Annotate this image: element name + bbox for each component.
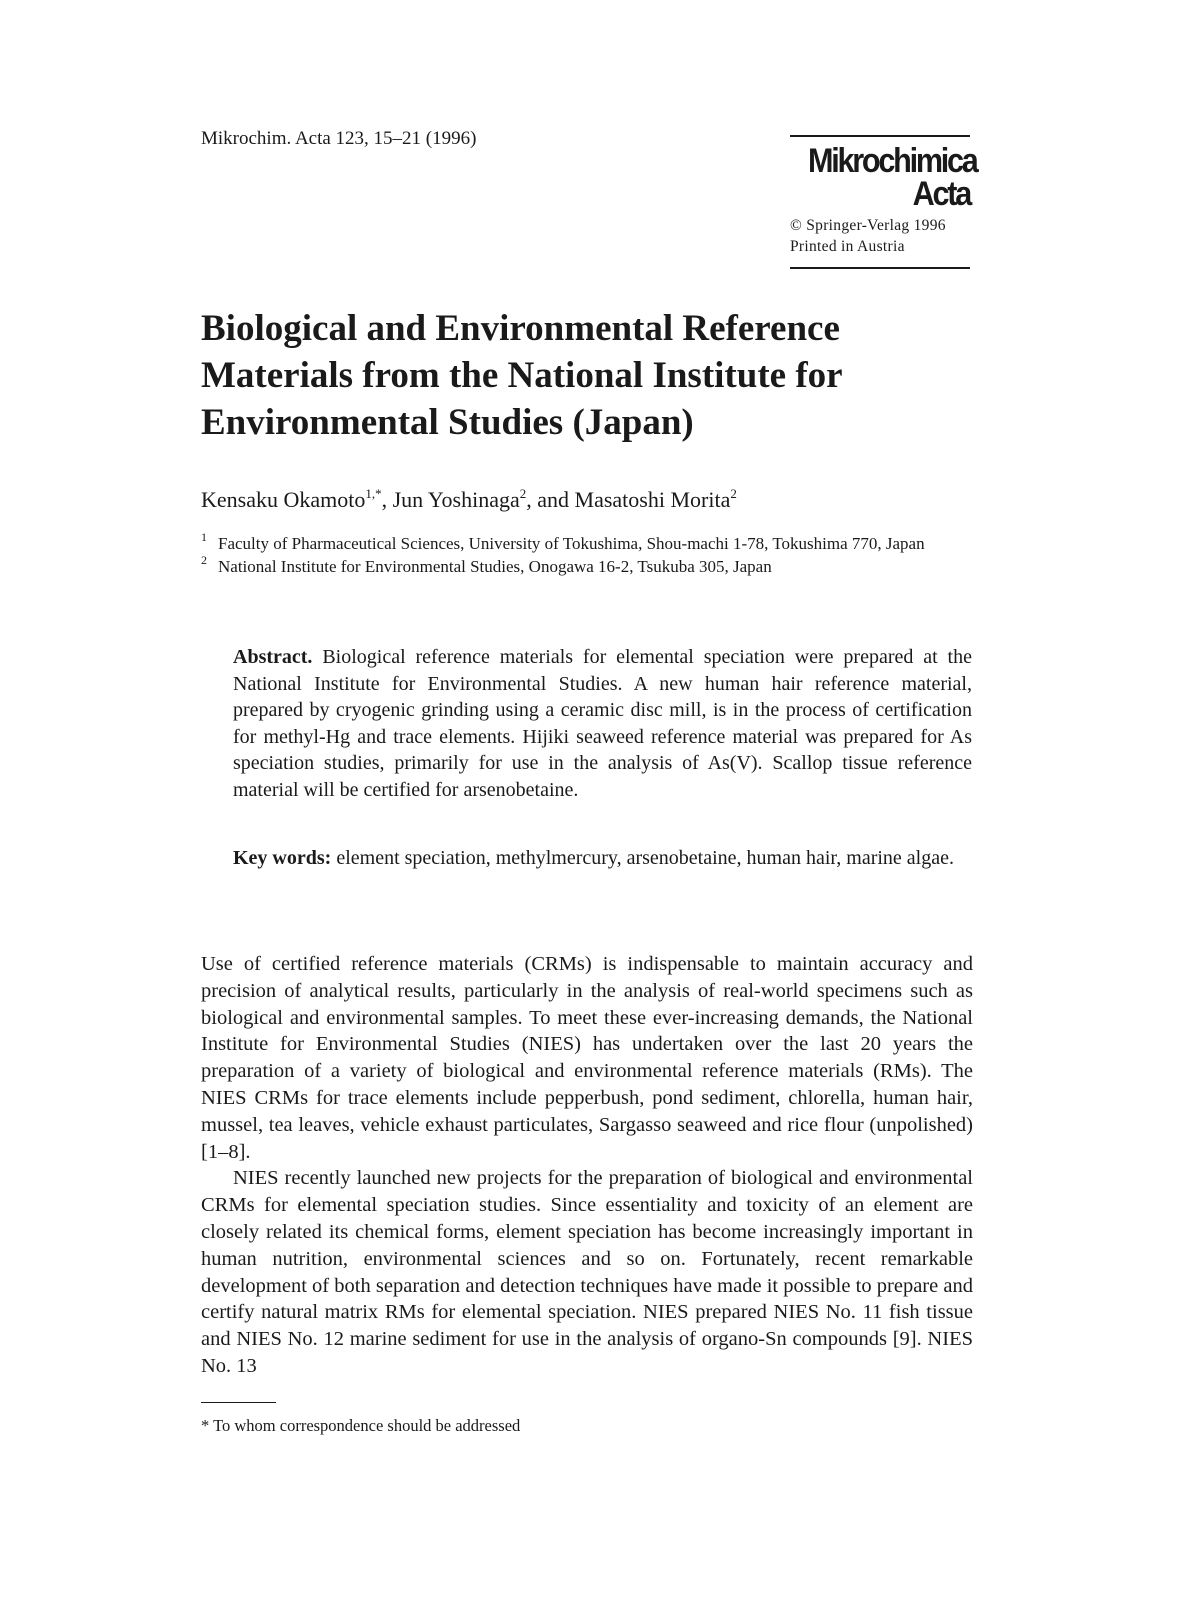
journal-logo-line2: Acta bbox=[912, 175, 970, 213]
journal-logo bbox=[808, 142, 977, 213]
author-affiliation-mark: 2 bbox=[519, 486, 527, 501]
abstract-label: Abstract. bbox=[233, 646, 313, 668]
correspondence-footnote: * To whom correspondence should be addressed bbox=[201, 1416, 521, 1435]
article-title: Biological and Environmental Reference Materials from the National Institute for Environmental Studies (Japan) bbox=[201, 308, 842, 443]
affiliation-list bbox=[201, 532, 981, 578]
abstract-text: Biological reference materials for elemental speciation were prepared at the National Institute for Environmental Studies. A new human hair reference material, prepared by cryogenic grinding using a ceramic disc mill, is in the process of certification for methyl-Hg and trace elements. Hijiki seaweed reference material was prepared for As speciation studies, primarily for use in the analysis of As(V). Scallop tissue reference material will be certified for arsenobetaine. bbox=[233, 646, 972, 801]
body-paragraph: NIES recently launched new projects for the preparation of biological and environmental CRMs for elemental speciation studies. Since essentiality and toxicity of an element are closely related its chemical forms, element speciation has become increasingly important in human nutrition, environmental sciences and so on. Fortunately, recent remarkable development of both separation and detection techniques have made it possible to prepare and certify natural matrix RMs for elemental speciation. NIES prepared NIES No. 11 fish tissue and NIES No. 12 marine sediment for use in the analysis of organo-Sn compounds [9]. NIES No. 13 bbox=[201, 1167, 973, 1377]
footnote-divider bbox=[201, 1402, 276, 1403]
body-paragraph: Use of certified reference materials (CRMs) is indispensable to maintain accuracy and precision of analytical results, particularly in the analysis of real-world specimens such as biological and environmental samples. To meet these ever-increasing demands, the National Institute for Environmental Studies (NIES) has undertaken over the last 20 years the preparation of a variety of biological and environmental reference materials (RMs). The NIES CRMs for trace elements include pepperbush, pond sediment, chlorella, human hair, mussel, tea leaves, vehicle exhaust particulates, Sargasso seaweed and rice flour (unpolished) [1–8]. bbox=[201, 953, 973, 1163]
journal-logo-line1: Mikrochimica bbox=[808, 142, 977, 180]
keywords-label: Key words: bbox=[233, 847, 332, 869]
copyright-line: © Springer-Verlag 1996 bbox=[790, 217, 946, 234]
journal-masthead bbox=[790, 135, 977, 269]
author-name: Kensaku Okamoto bbox=[201, 487, 366, 512]
author-list bbox=[201, 487, 737, 513]
affiliation-text: Faculty of Pharmaceutical Sciences, University of Tokushima, Shou-machi 1-78, Tokushima 770, Japan bbox=[218, 534, 925, 553]
author-name: Jun Yoshinaga bbox=[392, 487, 520, 512]
author-separator: , bbox=[381, 487, 393, 512]
author-name: Masatoshi Morita bbox=[574, 487, 731, 512]
keywords bbox=[233, 845, 972, 872]
affiliation-mark: 2 bbox=[201, 553, 207, 567]
affiliation-mark: 1 bbox=[201, 530, 207, 544]
journal-citation: Mikrochim. Acta 123, 15–21 (1996) bbox=[201, 128, 477, 149]
affiliation-item bbox=[201, 555, 981, 578]
author-separator: , and bbox=[526, 487, 575, 512]
author-affiliation-mark: 2 bbox=[730, 486, 737, 501]
printed-line: Printed in Austria bbox=[790, 238, 905, 255]
affiliation-item bbox=[201, 532, 981, 555]
keywords-text: element speciation, methylmercury, arsenobetaine, human hair, marine algae. bbox=[336, 847, 954, 869]
author-affiliation-mark: 1,* bbox=[365, 486, 382, 501]
affiliation-text: National Institute for Environmental Studies, Onogawa 16-2, Tsukuba 305, Japan bbox=[218, 557, 772, 576]
abstract bbox=[233, 644, 972, 803]
article-body bbox=[201, 951, 973, 1380]
